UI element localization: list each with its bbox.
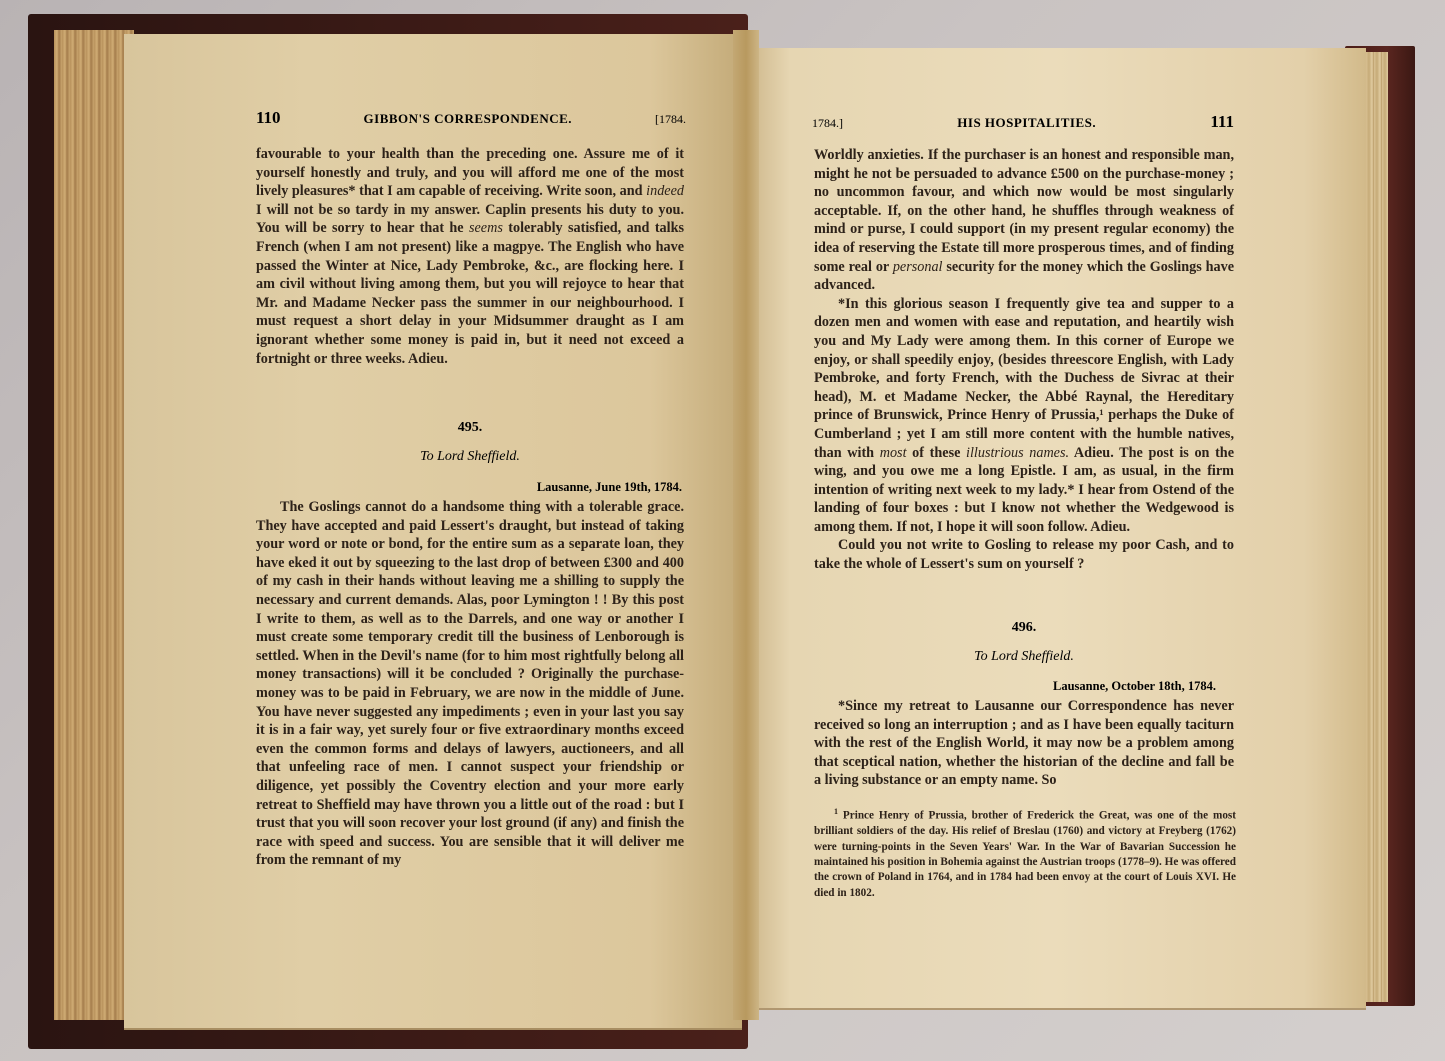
footnote-text: Prince Henry of Prussia, brother of Frederick the Great, was one of the most brilliant soldiers of the day. His relief of Breslau (1760) and victory at Freyberg (1762) were turning-points in the Seven Years' War. In the War of Bavarian Succession he maintained his position in Bohemia against the Austrian troops (1778–9). He was offered the crown of Poland in 1764, and in 1784 had been envoy at the court of Louis XVI. He died in 1802. xyxy=(814,809,1236,899)
paragraph: Could you not write to Gosling to release my poor Cash, and to take the whole of Lessert's sum on yourself ? xyxy=(814,537,1234,573)
italic-phrase: most xyxy=(879,444,907,461)
page-edges-left xyxy=(54,30,134,1020)
letter-body xyxy=(256,498,684,870)
letter-addressee: To Lord Sheffield. xyxy=(974,649,1074,664)
paragraph: *Since my retreat to Lausanne our Correspondence has never received so long an interruption ; and as I have been equally taciturn with the rest of the English World, it may now be a problem among that sceptical nation, whether the historian of the decline and fall be a living substance or an empty name. So xyxy=(814,698,1234,789)
page-number: 111 xyxy=(1210,112,1234,131)
running-title: HIS HOSPITALITIES. xyxy=(957,115,1097,130)
year-marker: [1784. xyxy=(654,112,686,126)
italic-phrase: indeed xyxy=(646,183,684,200)
left-running-head xyxy=(256,108,686,128)
footnote-marker: 1 xyxy=(834,807,838,816)
paragraph: Worldly anxieties. If the purchaser is an honest and responsible man, might he not be persuaded to advance £500 on the purchase-money ; no uncommon favour, and which now would be most singularly acceptable. If, on the other hand, he shuffles through weakness of mind or purse, I could support (in my present regular economy) the idea of reserving the Estate till more prosperous times, and of finding some real or personal security for the money which the Goslings have advanced. xyxy=(814,147,1234,294)
letter-dateline: Lausanne, June 19th, 1784. xyxy=(536,480,682,494)
book-gutter xyxy=(733,30,759,1020)
paragraph: The Goslings cannot do a handsome thing with a tolerable grace. They have accepted and paid Lessert's draught, but instead of taking your word or note or bond, for the entire sum as a separate loan, they have eked it out by squeezing to the last drop of between £300 and 400 of my cash in their hands without leaving me a shilling to supply the necessary and current demands. Alas, poor Lymington ! ! By this post I write to them, as well as to the Darrels, and one way or another I must create some temporary credit till the business of Lenborough is settled. When in the Devil's name (for to him most rightfully belong all money transactions) will it be concluded ? Originally the purchase-money was to be paid in February, we are now in the middle of June. You have never suggested any impediments ; even in your last you say it is in a fair way, yet surely four or five extraordinary months exceed even the common forms and delays of lawyers, auctioneers, and all that unfeeling race of men. I cannot suspect your friendship or diligence, yet possibly the Coventry election and your more early retreat to Sheffield may have thrown you a little out of the road : but I trust that you will soon recover your lost ground (if any) and finish the race with speed and success. You are sensible that it will deliver me from the remnant of my xyxy=(256,499,684,869)
letter-number: 495. xyxy=(457,420,483,435)
letter-number: 496. xyxy=(1011,620,1037,635)
italic-phrase: personal xyxy=(892,258,943,275)
footnote xyxy=(814,804,1236,901)
paragraph: *In this glorious season I frequently give tea and supper to a dozen men and women with ease and reputation, and heartily wish you and My Lady were among them. In this corner of Europe we enjoy, or shall speedily enjoy, (besides threescore English, with Lady Pembroke, and forty French, with the Duchess de Sivrac at their head), M. et Madame Necker, the Abbé Raynal, the Hereditary prince of Brunswick, Prince Henry of Prussia,¹ perhaps the Duke of Cumberland ; yet I am still more content with the humble natives, than with most of these illustrious names. Adieu. The post is on the wing, and you owe me a long Epistle. I am, as usual, in the firm intention of writing next week to my lady.* I hear from Ostend of the landing of four boxes : but I know not whether the Wedgewood is among them. If not, I hope it will soon follow. Adieu. xyxy=(814,295,1234,535)
letter-addressee: To Lord Sheffield. xyxy=(420,449,520,464)
page-number: 110 xyxy=(256,108,281,127)
italic-phrase: seems xyxy=(468,220,503,237)
year-marker: 1784.] xyxy=(812,116,843,130)
right-page-text xyxy=(814,146,1234,574)
paragraph: favourable to your health than the preceding one. Assure me of it yourself honestly and truly, and you will afford me one of the most lively pleasures* that I am capable of receiving. Write soon, and indeed I will not be so tardy in my answer. Caplin presents his duty to you. You will be sorry to hear that he seems tolerably satisfied, and talks French (when I am not present) like a magpye. The English who have passed the Winter at Nice, Lady Pembroke, &c., are flocking here. I am civil without living among them, but you will rejoyce to hear that Mr. and Madame Necker pass the summer in our neighbourhood. I must request a short delay in your Midsummer draught as I am ignorant whether some money is paid in, but it need not exceed a fortnight or three weeks. Adieu. xyxy=(256,146,684,367)
letter-body xyxy=(814,697,1234,790)
left-continuation-text xyxy=(256,145,684,368)
letter-dateline: Lausanne, October 18th, 1784. xyxy=(1053,679,1216,693)
running-title: GIBBON'S CORRESPONDENCE. xyxy=(363,111,573,126)
italic-phrase: illustrious names. xyxy=(966,444,1070,461)
right-running-head xyxy=(812,112,1234,132)
